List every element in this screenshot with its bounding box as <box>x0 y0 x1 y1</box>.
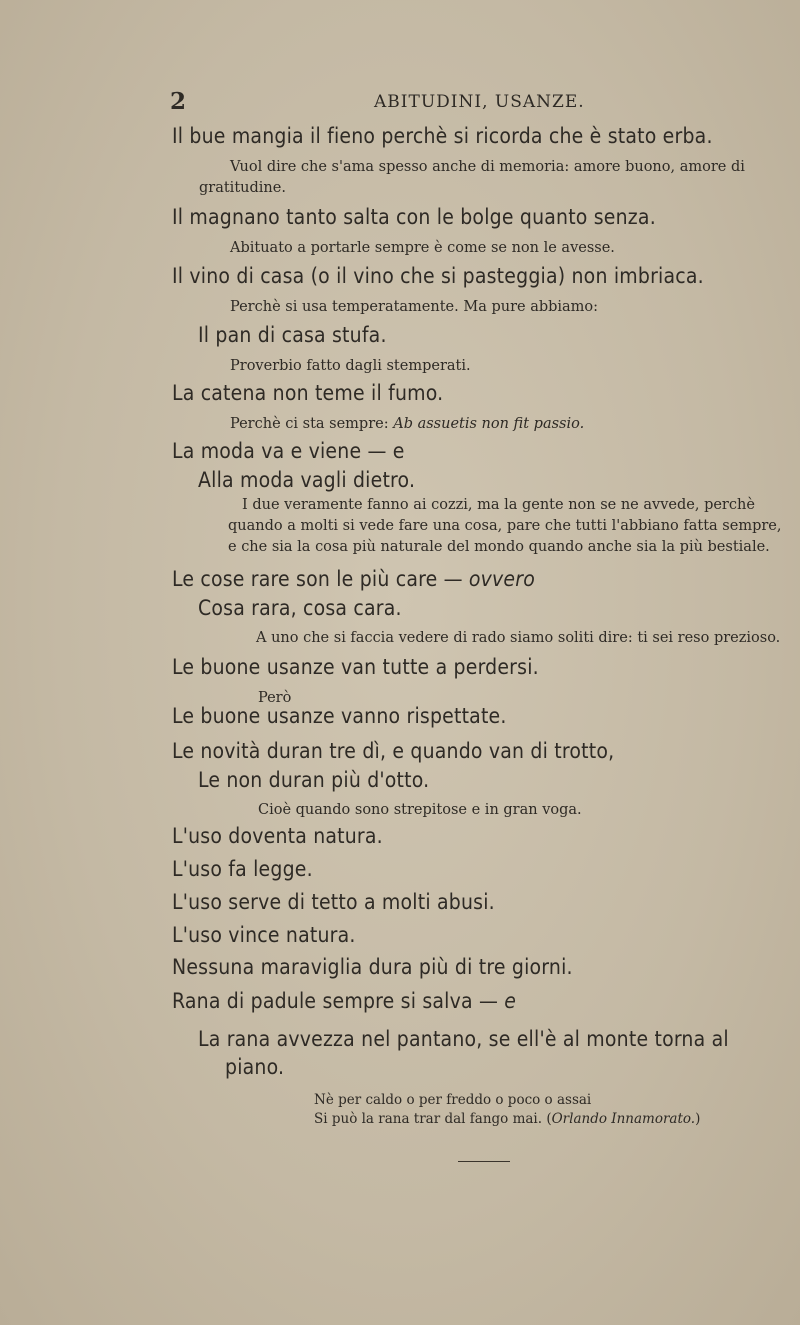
proverb-line: Alla moda vagli dietro. <box>198 468 416 492</box>
page-number: 2 <box>170 88 187 115</box>
proverb-text: Le cose rare son le più care — <box>172 567 469 591</box>
comment-line: A uno che si faccia vedere di rado siamo soliti dire: ti sei reso prezioso. <box>256 630 781 646</box>
proverb-line <box>172 989 516 1013</box>
closing-rule <box>458 1161 510 1162</box>
verse-line: Nè per caldo o per freddo o poco o assai <box>314 1092 592 1108</box>
comment-line: I due veramente fanno ai cozzi, ma la gente non se ne avvede, perchè <box>242 497 755 513</box>
latin-quote: Ab assuetis non fit passio. <box>393 416 585 432</box>
proverb-line: La moda va e viene — e <box>172 439 405 463</box>
proverb-line: Le buone usanze van tutte a perdersi. <box>172 655 539 679</box>
page-header <box>0 88 800 118</box>
comment-line: Proverbio fatto dagli stemperati. <box>230 358 471 374</box>
proverb-line: La catena non teme il fumo. <box>172 381 444 405</box>
proverb-line: piano. <box>225 1055 285 1079</box>
proverb-line: Cosa rara, cosa cara. <box>198 596 402 620</box>
comment-line: gratitudine. <box>199 180 286 196</box>
verse-text: ) <box>695 1111 701 1127</box>
proverb-line: Le non duran più d'otto. <box>198 768 430 792</box>
proverb-line: Le novità duran tre dì, e quando van di trotto, <box>172 739 615 763</box>
proverb-line: Il pan di casa stufa. <box>198 323 387 347</box>
proverb-line: Il bue mangia il fieno perchè si ricorda che è stato erba. <box>172 124 713 148</box>
proverb-line: Nessuna maraviglia dura più di tre giorni. <box>172 955 573 979</box>
comment-line: Abituato a portarle sempre è come se non le avesse. <box>230 240 615 256</box>
proverb-line: L'uso vince natura. <box>172 923 356 947</box>
verse-line <box>314 1111 700 1127</box>
comment-line: e che sia la cosa più naturale del mondo quando anche sia la più bestiale. <box>228 539 770 555</box>
proverb-line: La rana avvezza nel pantano, se ell'è al monte torna al <box>198 1027 729 1051</box>
proverb-line: L'uso serve di tetto a molti abusi. <box>172 890 495 914</box>
proverb-line: Il magnano tanto salta con le bolge quanto senza. <box>172 205 656 229</box>
verse-text: Si può la rana trar dal fango mai. ( <box>314 1111 552 1127</box>
comment-line: Cioè quando sono strepitose e in gran voga. <box>258 802 582 818</box>
proverb-text: Rana di padule sempre si salva — <box>172 989 505 1013</box>
comment-text: Perchè ci sta sempre: <box>230 416 394 432</box>
running-title: ABITUDINI, USANZE. <box>374 92 585 112</box>
comment-line: Perchè si usa temperatamente. Ma pure abbiamo: <box>230 299 599 315</box>
comment-line <box>230 416 584 432</box>
connector-word: ovvero <box>468 567 535 591</box>
proverb-line: L'uso doventa natura. <box>172 824 383 848</box>
comment-line: Però <box>258 690 292 706</box>
proverb-line <box>172 567 535 591</box>
comment-line: Vuol dire che s'ama spesso anche di memoria: amore buono, amore di <box>230 159 745 175</box>
proverb-line: Le buone usanze vanno rispettate. <box>172 704 507 728</box>
proverb-line: L'uso fa legge. <box>172 857 313 881</box>
proverb-line: Il vino di casa (o il vino che si pasteggia) non imbriaca. <box>172 264 704 288</box>
source-title: Orlando Innamorato. <box>551 1111 696 1127</box>
connector-word: e <box>504 989 517 1013</box>
comment-line: quando a molti si vede fare una cosa, pare che tutti l'abbiano fatta sempre, <box>228 518 782 534</box>
